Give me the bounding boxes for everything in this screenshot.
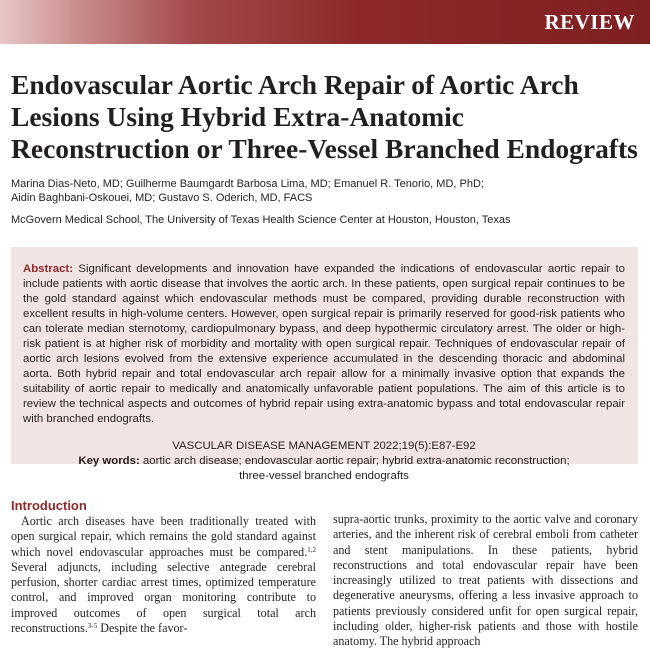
- citation-ref-b: 3-5: [87, 622, 98, 631]
- section-label: REVIEW: [544, 10, 635, 34]
- body-column-left: [11, 498, 316, 636]
- author-line-1: Marina Dias-Neto, MD; Guilherme Baumgardt Barbosa Lima, MD; Emanuel R. Tenorio, MD, PhD;: [11, 178, 484, 190]
- keywords-text-1: aortic arch disease; endovascular aortic repair; hybrid extra-anatomic reconstruction;: [142, 455, 570, 467]
- article-title: Endovascular Aortic Arch Repair of Aortic Arch Lesions Using Hybrid Extra-Anatomic Reconstruction or Three-Vessel Branched Endografts: [11, 69, 638, 164]
- abstract-box: [11, 247, 638, 482]
- author-line-2: Aidin Baghbani-Oskouei, MD; Gustavo S. Oderich, MD, FACS: [11, 191, 313, 204]
- intro-text-c: Despite the favor-: [97, 621, 188, 636]
- intro-text-a: Aortic arch diseases have been traditionally treated with open surgical repair, which remains the gold standard against which novel endovascular approaches must be compared.: [11, 514, 316, 559]
- abstract-label: Abstract:: [23, 263, 74, 275]
- citation-ref-a: 1,2: [307, 545, 316, 554]
- author-list: [11, 178, 641, 205]
- body-column-right: [333, 512, 638, 650]
- keywords-label: Key words:: [78, 455, 140, 467]
- abstract-text: Significant developments and innovation have expanded the indications of endovascular aortic repair to include patients with aortic disease that involves the aortic arch. In these patients, open surgical repair continues to be the gold standard against which endovascular methods must be compared, providing durable reconstruction with excellent results in high-volume centers. However, open surgical repair is primarily reserved for good-risk patients who can tolerate median sternotomy, cardiopulmonary bypass, and deep hypothermic circulatory arrest. The older or high-risk patient is at higher risk of morbidity and mortality with open surgical repair. Techniques of endovascular repair of aortic arch lesions evolved from the extensive experience accumulated in the descending thoracic and abdominal aorta. Both hybrid repair and total endovascular arch repair allow for a minimally invasive option that expands the suitability of aortic repair to medically and anatomically unfavorable patient populations. The aim of this article is to review the technical aspects and outcomes of hybrid repair using extra-anatomic bypass and total endovascular repair with branched endografts.: [23, 263, 625, 425]
- affiliation: McGovern Medical School, The University of Texas Health Science Center at Houston, Houston, Texas: [11, 214, 511, 226]
- introduction-paragraph: [11, 514, 316, 636]
- keywords-line-1: [23, 454, 625, 469]
- right-column-paragraph: supra-aortic trunks, proximity to the aortic valve and coronary arteries, and the inherent risk of cerebral emboli from catheter and stent manipulations. In these patients, hybrid reconstructions and total endovascular repair have been increasingly utilized to treat patients with dissections and degenerative aneurysms, offering a less invasive approach to patients previously considered unfit for open surgical repair, including older, higher-risk patients and those with hostile anatomy. The hybrid approach: [333, 512, 638, 649]
- header-banner: [0, 0, 650, 44]
- intro-text-b: Several adjuncts, including selective antegrade cerebral perfusion, shorter cardiac arrest times, optimized temperature control, and improved organ monitoring contribute to improved outcomes of open surgical total arch reconstructions.: [11, 559, 316, 636]
- keywords-line-2: three-vessel branched endografts: [239, 470, 409, 482]
- abstract-paragraph: [23, 262, 625, 427]
- introduction-heading: Introduction: [11, 498, 87, 513]
- journal-citation: VASCULAR DISEASE MANAGEMENT 2022;19(5):E87-E92: [172, 440, 476, 452]
